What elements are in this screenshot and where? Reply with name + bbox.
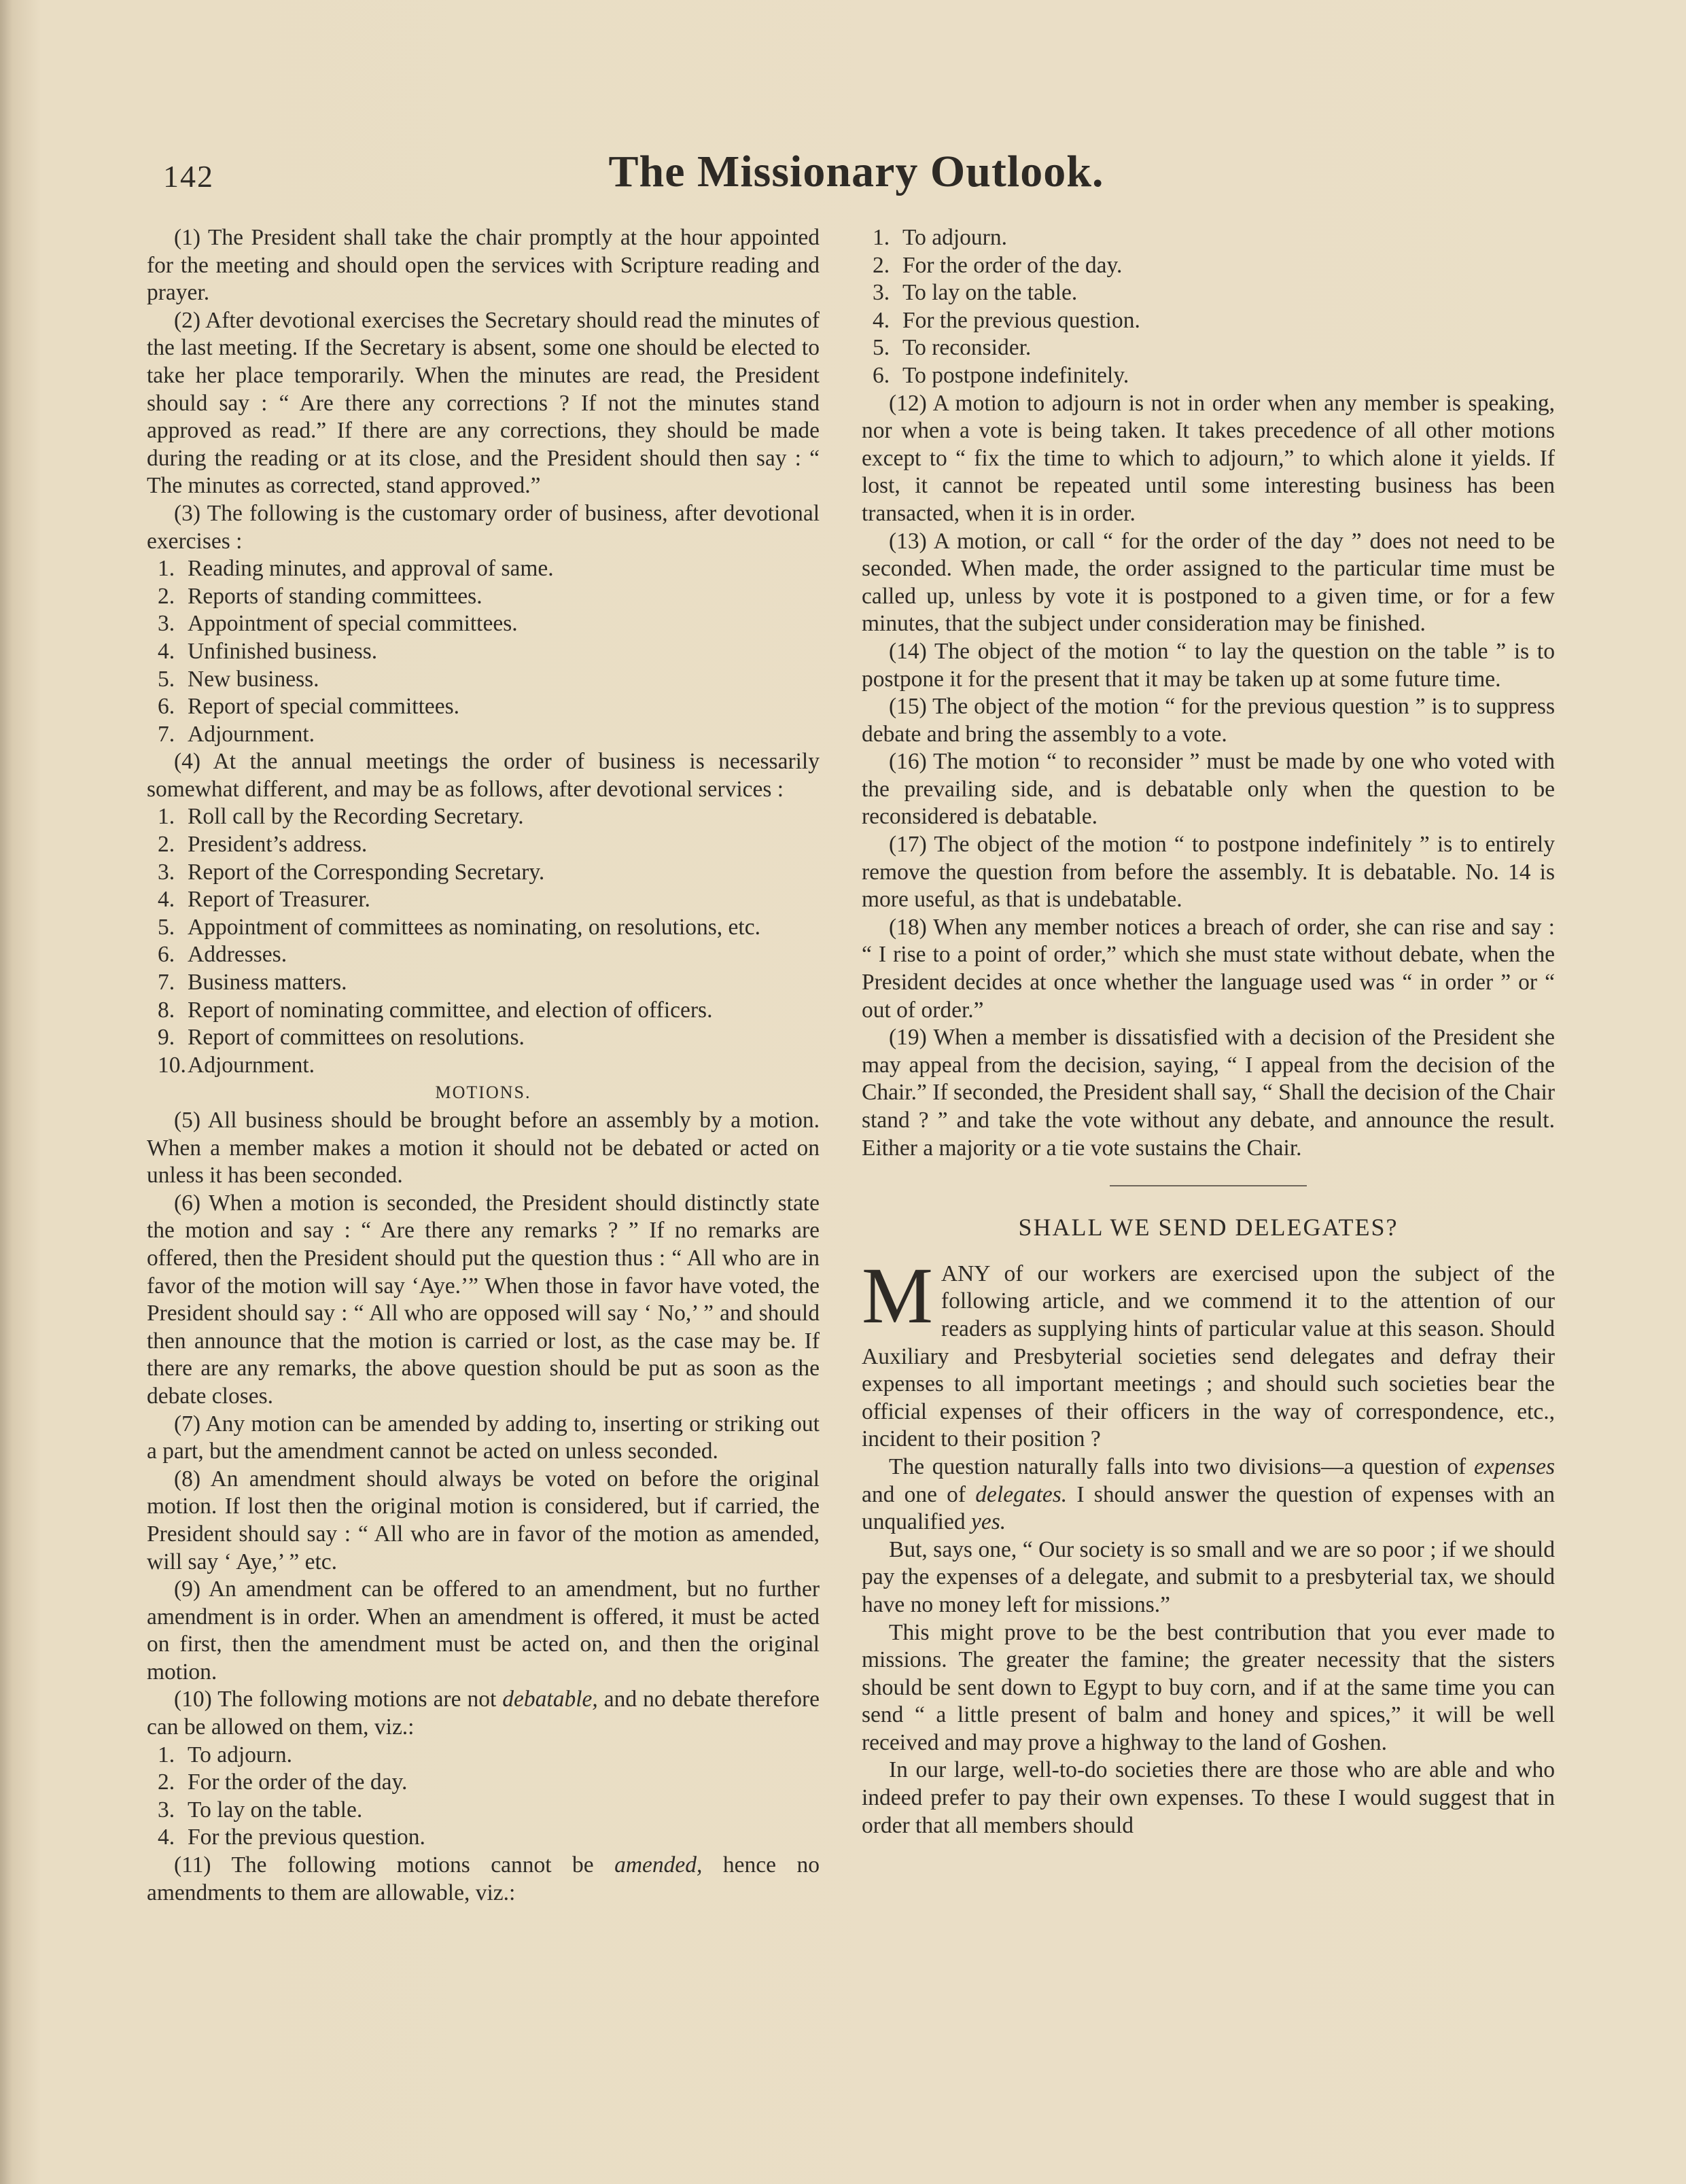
list-item: 5. New business. — [158, 666, 319, 692]
list-item: 6. Report of special committees. — [158, 694, 460, 720]
article-paragraph-3: But, says one, “ Our society is so small and we are so poor ; if we should pay the expenses of a delegate, and submit to a presbyterial tax, we should have no money left for missions.” — [862, 1536, 1555, 1617]
rule-9: (9) An amendment can be offered to an amendment, but no further amendment is in order. When an amendment is offered, it must be acted on first, then the amendment must be acted on, and then the original motion. — [147, 1577, 820, 1685]
rule-7: (7) Any motion can be amended by adding to, inserting or striking out a part, but the amendment cannot be acted on unless seconded. — [147, 1411, 820, 1464]
list-item: 4. For the previous question. — [158, 1825, 425, 1850]
page-number: 142 — [163, 159, 214, 194]
article-paragraph-2: The question naturally falls into two divisions—a question of expenses and one of delegates. I should answer the question of expenses with an unqualified yes. — [862, 1454, 1555, 1535]
rule-2: (2) After devotional exercises the Secretary should read the minutes of the last meeting. If the Secretary is absent, some one should be elected to take her place temporarily. When the minutes are read, the President should say : “ Are there any corrections ? If not the minutes stand approved as read.” If there are any corrections, they should be made during the reading or at its close, and the President should then say : “ The minutes as corrected, stand approved.” — [147, 307, 820, 499]
article-paragraph-4: This might prove to be the best contribution that you ever made to missions. The greater the famine; the greater necessity that the sisters should be sent down to Egypt to buy corn, and if at the same time you can send “ a little present of balm and honey and spices,” it will be well received and may prove a highway to the land of Goshen. — [862, 1619, 1555, 1755]
article-title: SHALL WE SEND DELEGATES? — [1018, 1214, 1399, 1241]
list-item: 2. President’s address. — [158, 832, 368, 858]
list-item: 1. Reading minutes, and approval of same. — [158, 556, 554, 582]
list-item: 2. For the order of the day. — [873, 252, 1123, 278]
rule-18: (18) When any member notices a breach of order, she can rise and say : “ I rise to a point of order,” which she must state without debate, when the President decides at once whether the language used was “ in order ” or “ out of order.” — [862, 914, 1555, 1023]
list-item: 5. Appointment of committees as nominating, on resolutions, etc. — [158, 914, 760, 940]
list-item: 4. For the previous question. — [873, 307, 1140, 333]
list-item: 9. Report of committees on resolutions. — [158, 1025, 525, 1051]
list-item: 2. For the order of the day. — [158, 1769, 408, 1795]
list-item: 3. To lay on the table. — [873, 280, 1078, 306]
non-amendable-list — [862, 224, 1555, 390]
rule-14: (14) The object of the motion “ to lay the question on the table ” is to postpone it for the present that it may be taken up at some future time. — [862, 638, 1555, 692]
left-column — [147, 224, 820, 1907]
list-item: 7. Adjournment. — [158, 721, 315, 747]
list-item: 1. Roll call by the Recording Secretary. — [158, 804, 524, 830]
rule-17: (17) The object of the motion “ to postpone indefinitely ” is to entirely remove the question from before the assembly. It is debatable. No. 14 is more useful, as that is undebatable. — [862, 832, 1555, 913]
list-item: 3. Report of the Corresponding Secretary. — [158, 859, 545, 885]
drop-cap: M — [862, 1250, 933, 1340]
rule-12: (12) A motion to adjourn is not in order when any member is speaking, nor when a vote is being taken. It takes precedence of all other motions except to “ fix the time to which to adjourn,” to which alone it yields. If lost, it cannot be repeated until some interesting business has been transacted, when it is in order. — [862, 390, 1555, 526]
list-item: 1. To adjourn. — [873, 225, 1007, 250]
non-debatable-list — [147, 1742, 820, 1852]
annual-meeting-list — [147, 803, 820, 1079]
list-item: 5. To reconsider. — [873, 335, 1032, 361]
article-paragraph-1: MANY of our workers are exercised upon the subject of the following article, and we commend it to the attention of our readers as supplying hints of particular value at this season. Should Auxiliary and Presbyterial societies send delegates and defray their expenses to all important meetings ; and should such societies bear the official expenses of their officers in the way of correspondence, etc., incident to their position ? — [862, 1250, 1555, 1452]
list-item: 4. Unfinished business. — [158, 638, 378, 664]
list-item: 3. Appointment of special committees. — [158, 611, 518, 637]
rule-1: (1) The President shall take the chair promptly at the hour appointed for the meeting and should open the services with Scripture reading and prayer. — [147, 225, 820, 306]
rule-4: (4) At the annual meetings the order of business is necessarily somewhat different, and may be as follows, after devotional services : — [147, 749, 820, 802]
rule-19: (19) When a member is dissatisfied with a decision of the President she may appeal from the decision, saying, “ I appeal from the decision of the Chair.” If seconded, the President shall say, “ Shall the decision of the Chair stand ? ” and take the vote without any debate, and announce the result. Either a majority or a tie vote sustains the Chair. — [862, 1025, 1555, 1161]
list-item: 8. Report of nominating committee, and election of officers. — [158, 997, 713, 1023]
section-heading-motions: MOTIONS. — [435, 1082, 531, 1103]
rule-16: (16) The motion “ to reconsider ” must be made by one who voted with the prevailing side, and is debatable only when the question to be reconsidered is debatable. — [862, 749, 1555, 830]
rule-10: (10) The following motions are not debatable, and no debate therefore can be allowed on them, viz.: — [147, 1687, 820, 1740]
rule-13: (13) A motion, or call “ for the order of the day ” does not need to be seconded. When made, the order assigned to the particular time must be called up, unless by vote it is postponed to a given time, or for a few minutes, that the subject under consideration may be finished. — [862, 528, 1555, 637]
list-item: 4. Report of Treasurer. — [158, 887, 370, 913]
rule-8: (8) An amendment should always be voted on before the original motion. If lost then the original motion is considered, but if carried, the President should say : “ All who are in favor of the motion as amended, will say ‘ Aye,’ ” etc. — [147, 1466, 820, 1574]
list-item: 6. Addresses. — [158, 942, 287, 968]
rule-5: (5) All business should be brought before an assembly by a motion. When a member makes a motion it should not be debated or acted on unless it has been seconded. — [147, 1108, 820, 1188]
list-item: 2. Reports of standing committees. — [158, 583, 482, 609]
list-item: 3. To lay on the table. — [158, 1797, 363, 1822]
article-paragraph-5: In our large, well-to-do societies there are those who are able and who indeed prefer to pay their own expenses. To these I would suggest that in order that all members should — [862, 1757, 1555, 1838]
list-item: 6. To postpone indefinitely. — [873, 362, 1129, 388]
list-item: 1. To adjourn. — [158, 1742, 292, 1767]
rule-6: (6) When a motion is seconded, the President should distinctly state the motion and say : “ Are there any remarks ? ” If no remarks are offered, then the President should put the question thus : “ All who are in favor of the motion will say ‘Aye.’” When those in favor have voted, the President should say : “ All who are opposed will say ‘ No,’ ” and should then announce that the motion is carried or lost, as the case may be. If there are any remarks, the above question should be put as soon as the debate closes. — [147, 1190, 820, 1409]
right-column — [862, 224, 1555, 1839]
list-item: 7. Business matters. — [158, 970, 347, 996]
rule-3: (3) The following is the customary order of business, after devotional exercises : — [147, 500, 820, 554]
rule-15: (15) The object of the motion “ for the previous question ” is to suppress debate and bring the assembly to a vote. — [862, 694, 1555, 747]
page-header — [163, 146, 1549, 214]
order-of-business-list — [147, 555, 820, 748]
list-item: 10. Adjournment. — [158, 1052, 315, 1078]
section-divider — [1110, 1185, 1307, 1186]
rule-11: (11) The following motions cannot be amended, hence no amendments to them are allowable, viz.: — [147, 1852, 820, 1905]
page-title: The Missionary Outlook. — [608, 147, 1104, 196]
